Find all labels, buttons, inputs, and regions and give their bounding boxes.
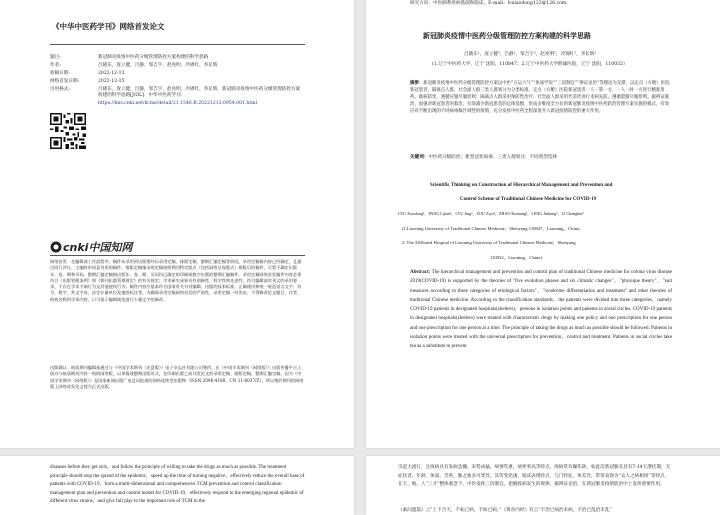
page3-text: diseases before they get sick，and follow the principle of willing to take the drugs as much as possible. The treatment principle should stop the spread of the epidemic，speed up the time of turning negative，effectively reduce the overall base of patients with COVID-19，form a multi-dimensional and comprehensive TCM prevention and control classification management plan and prevention and control model for COVID-19，effectively respond to the emerging regional epidemic of different virus strains，and give full play to the important role of TCM in the [50, 465, 305, 505]
meta-value-title: 新冠肺炎疫情中医药分级管理防控方案构建的科学思路 [98, 55, 209, 60]
en-title-line-1: Scientific Thinking on Construction of Hierarchical Management and Prevention and [430, 183, 613, 188]
first-publication-notice: 网络首发：在编辑部工作流程中，稿件从录用到出版要经历录用定稿、排版定稿、整期汇编定稿等阶段。录用定稿指内容已经确定，且通过同行评议、主编终审同意刊用的稿件。排版定稿指录用定稿按照期刊特定版式（包括网络呈现版式）排版后的稿件，可暂不确定出版年、卷、期和页码。整期汇编定稿指出版年、卷、期、页码均已确定的印刷或数字出版的整期汇编稿件。录用定稿网络首发稿件内容必须符合《出版管理条例》和《期刊出版管理规定》的有关规定；学术研究成果具有创新性、科学性和先进性，符合编辑部对刊文的录用要求，不存在学术不端行为及其他侵权行为；稿件内容应基本符合国家有关书刊编辑、出版的技术标准，正确使用和统一规范语言文字、符号、数字、外文字母、法定计量单位及地图标注等。为确保录用定稿网络首发的严肃性，录用定稿一经发布，不得修改论文题目、作者、机构名称和学术内容，只可基于编辑规范进行少量文字的修改。 [50, 259, 302, 302]
publication-confirmation: 出版确认：纸质期刊编辑部通过与《中国学术期刊（光盘版）》电子杂志社有限公司签约，在《中国学术期刊（网络版）》出版传播平台上创办与纸质期刊内容一致的网络版，以单篇或整期出版形式，在印刷出版之前刊发论文的录用定稿、排版定稿、整期汇编定稿。因为《中国学术期刊（网络版）》是国家新闻出版广电总局批准的网络连续型出版物（ISSN 2096-4188，CN 11-6037/Z），所以签约期刊的网络版上网络首发论文视为正式出版。 [50, 365, 304, 389]
meta-label-authors: 作者: [50, 63, 61, 68]
en-affiliation-1: (1.Liaoning University of Traditional Chinese Medicine，Shenyang 110847，Liaoning，China； [402, 226, 584, 231]
page-1 [0, 0, 354, 448]
cn-abstract [410, 80, 672, 115]
abstract-label: 摘要： [410, 81, 424, 86]
meta-label-cite: 引用格式: [50, 87, 70, 92]
divider [50, 44, 305, 45]
keywords-text: 中医药分级防控；新型冠状病毒；三类人群划分；不同剂型选择 [428, 155, 558, 160]
author-note: 研究方向：中医肺系疾病基础和临床。E-mail：lvxiaodong123@126.com [410, 1, 567, 6]
meta-value-cite: 吕晓东，庞立健，吕静，邹吉宇，赵亮明，冷锦红，李长辉．新冠肺炎疫情中医药分级管理防控方案构建的科学思路[J/OL]．中华中医药学刊． [98, 87, 301, 99]
en-abstract [410, 268, 672, 352]
abstract-text: 新冠肺炎疫情中医药分级管理防控方案以中医“五运六气”“体质学说”“三因制宜”“辨证论治”等理论为支撑，以定点（方舱）医院新冠患者，隔离点人群，社会面人群三类人群划分为分类标准，定点（方舱）医院新冠患者一人一策一方，一人一时一方进行精准用药。既病防变，遵循应服尽服原则；隔离点人群采用预防性治疗，社会面人群采用代茶饮进行未病先防，遵循愿服尽服原则。据辨证施治，加强对新冠患者的救治，有效减少新冠患者的总体基数，形成多维度全方位的新冠肺炎疫情中医药防治管理方案实施的模式，有效应对不断出现的不同病毒株区域性的疫情，充分发挥中医药全程深度介入新冠疫情防控的重大作用。 [410, 81, 670, 115]
logo-text: cnki中国知网 [63, 241, 133, 254]
meta-value-received: 2022-12-13 [98, 71, 125, 76]
page4-text: 引起大流行，且疫病具有发病急骤、来势凶猛、病情笃重、病死率高等特点。疫病常有燥伤劫，如此次新冠肺炎具有7-14天潜伏期，无症状者，年龄、体质、舌苔、脉之象多可变异。其传变迅速，临床表现特点，与门特征，体差异，常常表现为“众人之病相同”等特点，在天、地、人“三才”整体观念下，中医发挥三因制宜，把握疫病发生的规律，据辨证论治，在新冠肺炎疫情防治中上发挥重要作用。 [398, 465, 671, 488]
en-title-line-2: Control Scheme of Traditional Chinese Medicine for COVID-19 [460, 197, 597, 202]
cn-title: 新冠肺炎疫情中医药分级管理防控方案构建的科学思路 [423, 32, 591, 40]
meta-label-received: 收稿日期: [50, 71, 70, 76]
cn-affiliation: (1.辽宁中医药大学，辽宁 沈阳，110847；2.辽宁中医药大学附属医院，辽宁 沈阳，110032） [432, 62, 628, 67]
cn-keywords [410, 155, 557, 161]
page1-heading: 《中华中医药学刊》网络首发论文 [52, 22, 165, 31]
cnki-logo-icon [50, 239, 145, 254]
keywords-label: 关键词： [410, 155, 429, 160]
meta-label-title: 题目: [50, 55, 61, 60]
page4-text-2: 《素问遗篇》云“上下合天、不如己病，不如已病。”《黄帝内经》有云“不治已病治未病，不治已乱治未乱” [398, 508, 612, 513]
en-abstract-label: Abstract: [410, 270, 431, 275]
page-3 [0, 456, 354, 515]
qr-code-icon [50, 113, 86, 149]
page-2 [366, 0, 720, 448]
meta-value-online: 2022-12-15 [98, 79, 125, 84]
meta-value-authors: 吕晓东，庞立健，吕静，邹吉宇，赵亮明，冷锦红，李长辉 [98, 63, 218, 68]
cite-link[interactable]: https://kns.cnki.net/kcms/detail/21.1546.R.20221213.0954.001.html [98, 101, 258, 106]
en-affiliation-2: 2. The Affiliated Hospital of Liaoning University of Traditional Chinese Medicine，Shenyang [402, 240, 576, 245]
page-4 [366, 456, 720, 515]
en-abstract-text: The hierarchical management and prevention and control plan of traditional Chinese medicine for corona virus disease 2019(COVID-19) is supported by the theories of "five evolution phases and six climatic changes"，"physique theory"，"suit measures according to three categories of etiological factors"，"syndrome differentiation and treatment" and other theories of traditional Chinese medicine. According to the classification standards，the patients were divided into three categories，namely COVID-19 patients in designated hospitals(shelters)，persons in isolation points and patients in social circles. COVID-19 patients in designated hospitals(shelters) were treated with characteristic drugs by making one policy and one prescription for one person and one prescription for one person at a time. The principle of taking the drugs as much as possible should be followed. Patients in isolation points were treated with the universal prescription for prevention，control and treatment. Patients in social circles take tea as a substitute to prevent [410, 270, 672, 350]
en-authors: LYU Xiaodong¹，PANG Lijian²，LYU Jing²，ZOU Ziyu²，ZHAO Kuiming²，LENG Jinhong²，LI Changhui² [398, 211, 584, 216]
meta-label-online: 网络首发日期: [50, 79, 80, 84]
divider [50, 255, 305, 256]
en-affiliation-3: 110032，Liaoning，China) [490, 255, 542, 260]
cn-authors: 吕晓东¹，庞立健²，吕静²，邹吉宇²，赵亮明²，冷锦红²，李长辉² [464, 52, 597, 57]
